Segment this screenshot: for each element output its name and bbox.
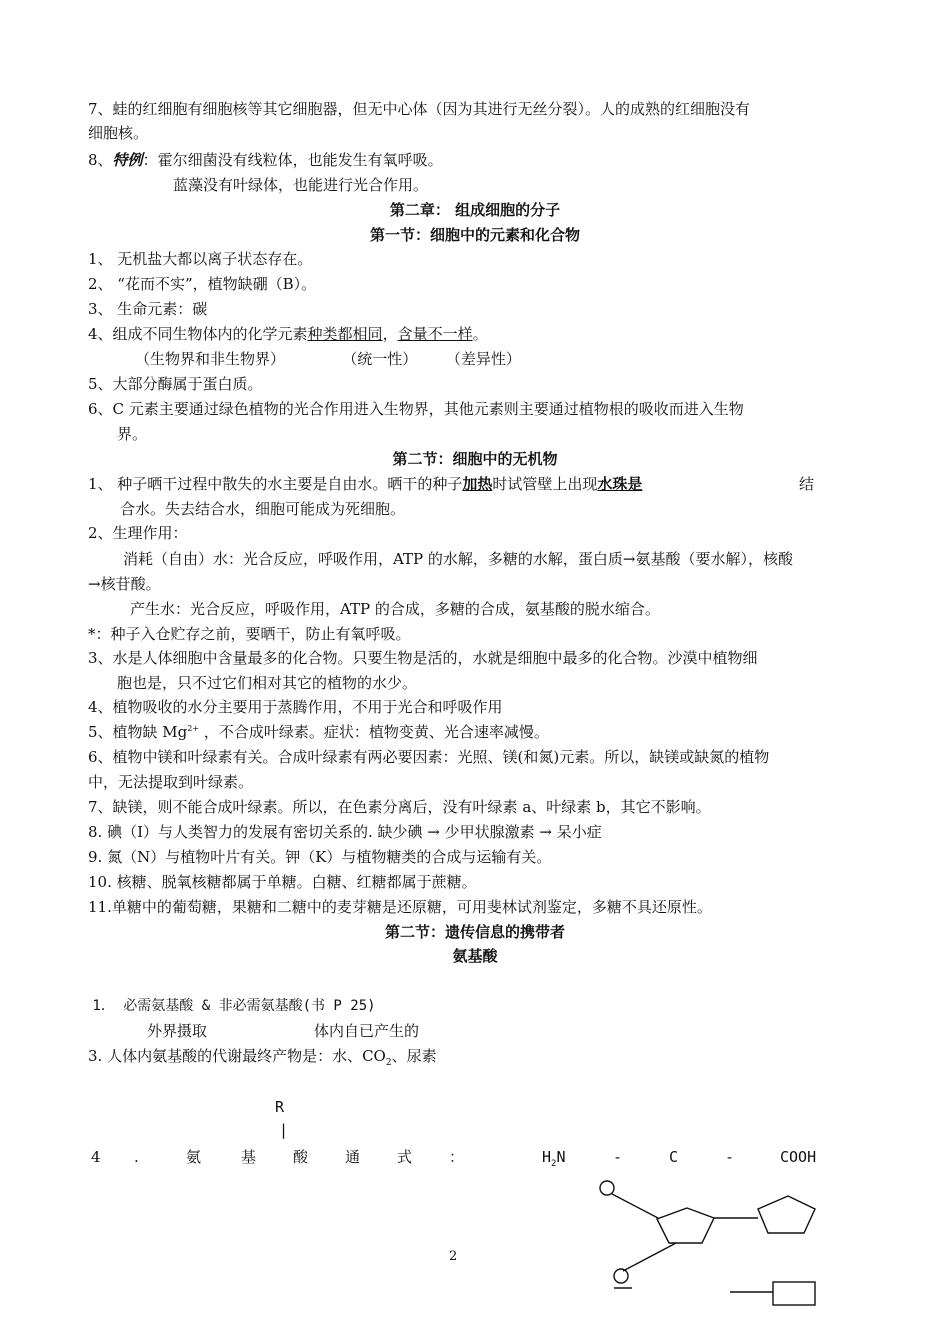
sec2-item-5-sup: 2+ [187, 724, 200, 733]
formula-h: H [542, 1148, 552, 1166]
line-8-emphasis: 特例 [112, 151, 143, 169]
sec3-item-3-sub: 2 [385, 1058, 392, 1068]
section-3-title: 第二节：遗传信息的携带者 [384, 923, 565, 941]
section-3-subtitle: 氨基酸 [452, 947, 498, 965]
sec2-item-2-produce: 产生水：光合反应，呼吸作用，ATP 的合成，多糖的合成，氨基酸的脱水缩合。 [130, 600, 660, 618]
sec1-item-4 [88, 324, 488, 344]
sec3-item-1-left: 外界摄取 [147, 1022, 208, 1040]
line-8-num: 8、 [88, 151, 113, 169]
sec2-item-11: 11.单糖中的葡萄糖，果糖和二糖中的麦芽糖是还原糖，可用斐林试剂鉴定，多糖不具还原性。 [88, 898, 712, 916]
sec2-item-1-cont: 合水。失去结合水，细胞可能成为死细胞。 [120, 500, 406, 518]
formula-label-char-2: . [134, 1148, 139, 1166]
sec1-item-4-underline-2: 含量不一样 [397, 325, 473, 343]
sec3-item-3-end: 、尿素 [391, 1047, 437, 1065]
formula-label-char-7: 式 [397, 1148, 413, 1166]
section-1-title: 第一节：细胞中的元素和化合物 [369, 226, 580, 244]
sec1-item-2: 2、 “花而不实”，植物缺硼（B）。 [88, 275, 317, 293]
sec2-item-3: 3、水是人体细胞中含量最多的化合物。只要生物是活的，水就是细胞中最多的化合物。沙漠中植物细 [88, 649, 758, 667]
sec2-item-7: 7、缺镁，则不能合成叶绿素。所以，在色素分离后，没有叶绿素 a、叶绿素 b，其它不影响。 [88, 798, 711, 816]
sec2-item-2-consume: 消耗（自由）水：光合反应，呼吸作用，ATP 的水解，多糖的水解，蛋白质→氨基酸（要水解），核酸 [123, 550, 793, 568]
page-number: 2 [449, 1249, 458, 1264]
formula-label-char-4: 基 [241, 1148, 257, 1166]
sec2-item-5-rest: ，不合成叶绿素。症状：植物变黄、光合速率减慢。 [199, 723, 549, 741]
sec3-item-3-pre: 3. 人体内氨基酸的代谢最终产物是：水、CO [88, 1047, 386, 1065]
sec1-item-6: 6、C 元素主要通过绿色植物的光合作用进入生物界，其他元素则主要通过植物根的吸收而进入生物 [88, 400, 744, 418]
sec2-item-1-mid: 时试管壁上出现 [492, 475, 598, 493]
bond-phosphate-sugar [612, 1194, 658, 1218]
sec1-item-4-annotation: （生物界和非生物界） （统一性） （差异性） [135, 350, 521, 368]
sec2-item-6: 6、植物中镁和叶绿素有关。合成叶绿素有两必要因素：光照、镁(和氮)元素。所以，缺镁或缺氮的植物 [88, 748, 770, 766]
formula-amino-group [542, 1147, 565, 1167]
sec2-item-9: 9. 氮（N）与植物叶片有关。钾（K）与植物糖类的合成与运输有关。 [88, 848, 552, 866]
section-2-title: 第二节：细胞中的无机物 [392, 450, 558, 468]
line-8-text: ：霍尔细菌没有线粒体，也能发生有氧呼吸。 [142, 151, 443, 169]
formula-label-char-1: 4 [91, 1148, 101, 1166]
formula-label-char-5: 酸 [293, 1148, 309, 1166]
phosphate-top-circle [600, 1181, 614, 1195]
sec2-item-5 [88, 722, 549, 742]
line-7: 7、蛙的红细胞有细胞核等其它细胞器，但无中心体（因为其进行无丝分裂）。人的成熟的红细胞没有 [88, 100, 751, 118]
formula-label-char-3: 氨 [186, 1148, 202, 1166]
formula-carboxyl-group: COOH [780, 1148, 817, 1166]
sec2-star-note: *：种子入仓贮存之前，要晒干，防止有氧呼吸。 [88, 625, 411, 643]
sec1-item-6-cont: 界。 [117, 425, 148, 443]
sec1-item-4-end: 。 [472, 325, 488, 343]
sec2-item-5-pre: 5、植物缺 Mg [88, 723, 188, 741]
sec1-item-3: 3、 生命元素：碳 [88, 300, 208, 318]
sec2-item-1-pre: 1、 种子晒干过程中散失的水主要是自由水。晒干的种子 [88, 475, 463, 493]
formula-n: N [556, 1148, 566, 1166]
formula-r-group: R [275, 1098, 285, 1116]
sec1-item-4-mid: ， [382, 325, 398, 343]
sec2-item-1-bold-1: 加热 [462, 475, 493, 493]
sec3-item-1-right: 体内自已产生的 [314, 1022, 420, 1040]
sec1-item-4-pre: 4、组成不同生物体内的化学元素 [88, 325, 308, 343]
sec2-item-4: 4、植物吸收的水分主要用于蒸腾作用，不用于光合和呼吸作用 [88, 698, 503, 716]
sec1-item-1: 1、 无机盐大都以离子状态存在。 [88, 250, 313, 268]
formula-bond-right: - [725, 1148, 735, 1166]
sec2-item-8: 8. 碘（I）与人类智力的发展有密切关系的. 缺少碘 → 少甲状腺激素 → 呆小症 [88, 823, 602, 841]
sec1-item-5: 5、大部分酶属于蛋白质。 [88, 375, 263, 393]
sec2-item-1 [88, 474, 814, 494]
sec3-item-1: 1． 必需氨基酸 & 非必需氨基酸(书 P 25) [84, 998, 376, 1014]
line-7-cont: 细胞核。 [88, 124, 149, 142]
phosphate-bottom-circle [614, 1269, 628, 1283]
formula-bond-left: - [613, 1148, 623, 1166]
line-8-cont: 蓝藻没有叶绿体，也能进行光合作用。 [173, 176, 429, 194]
sec2-item-3-cont: 胞也是，只不过它们相对其它的植物的水少。 [117, 674, 418, 692]
sec2-item-2: 2、生理作用： [88, 524, 188, 542]
sec1-item-4-underline-1: 种类都相同 [307, 325, 383, 343]
sec2-item-6-cont: 中，无法提取到叶绿素。 [88, 773, 254, 791]
bond-sugar-phosphate-bottom [623, 1243, 676, 1271]
formula-label-char-8: ： [449, 1148, 465, 1166]
sugar-pentagon [657, 1208, 714, 1243]
sec2-item-1-bold-2: 水珠是 [597, 475, 643, 493]
nucleotide-diagram [590, 1176, 830, 1316]
line-8 [88, 150, 443, 170]
sec2-item-10: 10. 核糖、脱氧核糖都属于单糖。白糖、红糖都属于蔗糖。 [88, 873, 477, 891]
base-pentagon [758, 1196, 815, 1233]
sec3-item-3 [88, 1046, 437, 1066]
sec2-item-1-end: 结 [798, 475, 814, 493]
formula-alpha-carbon: C [669, 1148, 679, 1166]
sec2-item-2-consume-cont: →核苷酸。 [88, 575, 161, 593]
formula-bond-vertical: | [279, 1121, 289, 1139]
formula-h-sub: 2 [551, 1159, 557, 1169]
base-box [773, 1282, 815, 1305]
formula-label-char-6: 通 [345, 1148, 361, 1166]
chapter-title: 第二章： 组成细胞的分子 [389, 201, 561, 219]
